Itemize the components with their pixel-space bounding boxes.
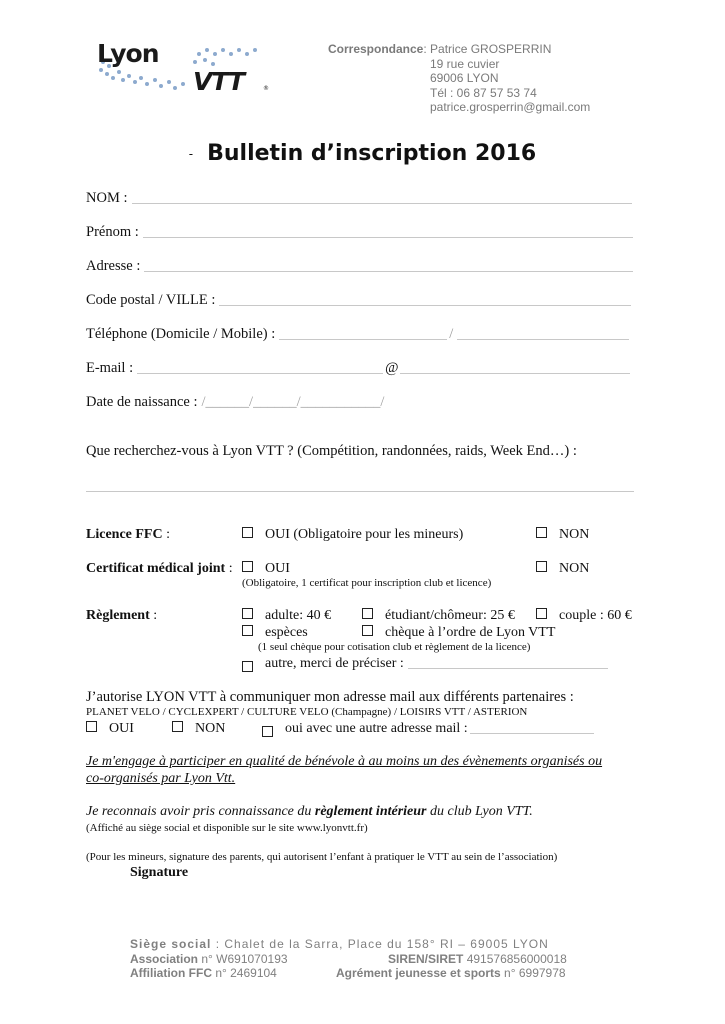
reglement-especes-label: espèces <box>265 625 308 640</box>
telephone-label: Téléphone (Domicile / Mobile) : <box>86 326 276 342</box>
reglement-interieur-part2: du club Lyon VTT. <box>426 804 533 819</box>
reglement-row <box>86 608 157 624</box>
cp-ville-field[interactable] <box>86 292 631 309</box>
agrement-label: Agrément jeunesse et sports <box>336 966 501 980</box>
reglement-autre-checkbox[interactable] <box>242 661 253 672</box>
adresse-line[interactable] <box>144 270 633 272</box>
footer-agrement <box>336 966 566 980</box>
nom-label: NOM : <box>86 190 128 206</box>
partners-list: PLANET VELO / CYCLEXPERT / CULTURE VELO (Champagne) / LOISIRS VTT / ASTERION <box>86 706 528 718</box>
reglement-etudiant-option[interactable] <box>362 608 515 624</box>
adresse-label: Adresse : <box>86 258 141 274</box>
licence-oui-option[interactable] <box>242 527 463 543</box>
address-line: 19 rue cuvier <box>430 56 500 71</box>
prenom-field[interactable] <box>86 224 633 241</box>
footer-siege <box>130 937 549 951</box>
telephone-domicile-line[interactable] <box>279 338 447 340</box>
footer-affiliation <box>130 966 277 980</box>
telephone-mobile-line[interactable] <box>457 338 629 340</box>
reglement-interieur-text <box>86 804 533 820</box>
reglement-adulte-option[interactable] <box>242 608 331 624</box>
autorisation-non-checkbox[interactable] <box>172 721 183 732</box>
certificat-oui-label: OUI <box>265 561 290 576</box>
lyon-vtt-logo <box>95 40 285 100</box>
autorisation-autre-line[interactable] <box>470 732 594 734</box>
licence-non-checkbox[interactable] <box>536 527 547 538</box>
engagement-line-1: Je m'engage à participer en qualité de bénévole à au moins un des évènements organisés ou <box>86 754 603 769</box>
email-at-sign: @ <box>385 360 399 376</box>
agrement-value: n° 6997978 <box>500 966 566 980</box>
autorisation-non-label: NON <box>195 721 226 736</box>
certificat-colon: : <box>225 561 233 576</box>
telephone-separator: / <box>449 326 454 342</box>
certificat-non-checkbox[interactable] <box>536 561 547 572</box>
footer-siren <box>388 952 567 966</box>
licence-non-label: NON <box>559 527 590 542</box>
certificat-non-option[interactable] <box>536 561 589 577</box>
reglement-especes-option[interactable] <box>242 625 308 641</box>
certificat-label: Certificat médical joint <box>86 561 226 576</box>
prenom-line[interactable] <box>143 236 633 238</box>
email-domain-line[interactable] <box>400 372 630 374</box>
reglement-interieur-note: (Affiché au siège social et disponible sur le site www.lyonvtt.fr) <box>86 822 368 834</box>
reglement-couple-checkbox[interactable] <box>536 608 547 619</box>
licence-label: Licence FFC <box>86 527 163 542</box>
reglement-etudiant-checkbox[interactable] <box>362 608 373 619</box>
address-line: 69006 LYON <box>430 71 499 85</box>
autorisation-non-option[interactable] <box>172 721 225 737</box>
mineurs-note: (Pour les mineurs, signature des parents, qui autorisent l’enfant à pratiquer le VTT au sein de l’association) <box>86 851 558 863</box>
certificat-row <box>86 561 233 577</box>
association-value: n° W691070193 <box>198 952 288 966</box>
autorisation-text: J’autorise LYON VTT à communiquer mon adresse mail aux différents partenaires : <box>86 689 574 705</box>
reglement-especes-checkbox[interactable] <box>242 625 253 636</box>
certificat-note: (Obligatoire, 1 certificat pour inscription club et licence) <box>242 577 492 589</box>
naissance-label: Date de naissance : <box>86 394 198 410</box>
siren-value: 491576856000018 <box>463 952 567 966</box>
cp-ville-label: Code postal / VILLE : <box>86 292 216 308</box>
signature-label: Signature <box>130 865 189 880</box>
phone-line: Tél : 06 87 57 53 74 <box>430 85 537 100</box>
reglement-autre-line[interactable] <box>408 667 608 669</box>
association-label: Association <box>130 952 199 966</box>
prenom-label: Prénom : <box>86 224 139 240</box>
licence-colon: : <box>162 527 170 542</box>
email-user-line[interactable] <box>137 372 383 374</box>
certificat-non-label: NON <box>559 561 590 576</box>
reglement-interieur-bold: règlement intérieur <box>314 804 427 819</box>
logo-word-lyon: Lyon <box>97 40 159 68</box>
reglement-label: Règlement <box>86 608 150 623</box>
licence-oui-label: OUI (Obligatoire pour les mineurs) <box>265 527 464 542</box>
affiliation-value: n° 2469104 <box>211 966 277 980</box>
reglement-adulte-label: adulte: 40 € <box>265 608 332 623</box>
email-line: patrice.grosperrin@gmail.com <box>430 100 591 114</box>
title-text: Bulletin d’inscription 2016 <box>207 141 537 166</box>
affiliation-label: Affiliation FFC <box>130 966 212 980</box>
reglement-interieur-part1: Je reconnais avoir pris connaissance du <box>86 804 315 819</box>
reglement-cheque-label: chèque à l’ordre de Lyon VTT <box>385 625 556 640</box>
autorisation-oui-option[interactable] <box>86 721 134 737</box>
logo-graphic <box>95 40 285 100</box>
reglement-adulte-checkbox[interactable] <box>242 608 253 619</box>
question-answer-line[interactable] <box>86 491 634 492</box>
question-label: Que recherchez-vous à Lyon VTT ? (Compétition, randonnées, raids, Week End…) : <box>86 443 577 459</box>
reglement-couple-option[interactable] <box>536 608 632 624</box>
licence-oui-checkbox[interactable] <box>242 527 253 538</box>
footer-association <box>130 952 288 966</box>
autorisation-oui-checkbox[interactable] <box>86 721 97 732</box>
reglement-note: (1 seul chèque pour cotisation club et règlement de la licence) <box>258 641 531 653</box>
reglement-autre-label: autre, merci de préciser : <box>265 656 404 671</box>
autorisation-autre-label: oui avec une autre adresse mail : <box>285 721 468 736</box>
nom-line[interactable] <box>132 202 632 204</box>
correspondance-label: Correspondance <box>328 42 424 56</box>
siege-value: : Chalet de la Sarra, Place du 158° RI – 69005 LYON <box>211 937 549 951</box>
certificat-oui-option[interactable] <box>242 561 290 577</box>
email-field[interactable] <box>86 360 630 377</box>
reglement-autre-option[interactable] <box>242 656 608 672</box>
naissance-field[interactable] <box>86 394 384 411</box>
reglement-colon: : <box>149 608 158 623</box>
telephone-field[interactable] <box>86 326 629 343</box>
title-dash: - <box>188 147 194 161</box>
autorisation-oui-label: OUI <box>109 721 134 736</box>
reglement-etudiant-label: étudiant/chômeur: 25 € <box>385 608 515 623</box>
correspondance-block <box>328 42 590 115</box>
cp-ville-line[interactable] <box>219 304 631 306</box>
adresse-field[interactable] <box>86 258 633 275</box>
nom-field[interactable] <box>86 190 632 207</box>
siren-label: SIREN/SIRET <box>388 952 464 966</box>
certificat-oui-checkbox[interactable] <box>242 561 253 572</box>
correspondance-name: : Patrice GROSPERRIN <box>423 42 552 56</box>
licence-row <box>86 527 170 543</box>
autorisation-autre-checkbox[interactable] <box>262 726 273 737</box>
engagement-line-2: co-organisés par Lyon Vtt. <box>86 771 236 786</box>
reglement-couple-label: couple : 60 € <box>559 608 632 623</box>
reglement-cheque-checkbox[interactable] <box>362 625 373 636</box>
logo-word-vtt: VTT <box>193 67 245 96</box>
siege-label: Siège social <box>130 937 212 951</box>
autorisation-autre-option[interactable] <box>262 721 594 737</box>
email-label: E-mail : <box>86 360 134 376</box>
svg-text:®: ® <box>263 85 269 92</box>
reglement-cheque-option[interactable] <box>362 625 555 641</box>
licence-non-option[interactable] <box>536 527 589 543</box>
page-title <box>0 141 725 166</box>
naissance-mask[interactable]: /______/______/___________/ <box>201 394 385 410</box>
